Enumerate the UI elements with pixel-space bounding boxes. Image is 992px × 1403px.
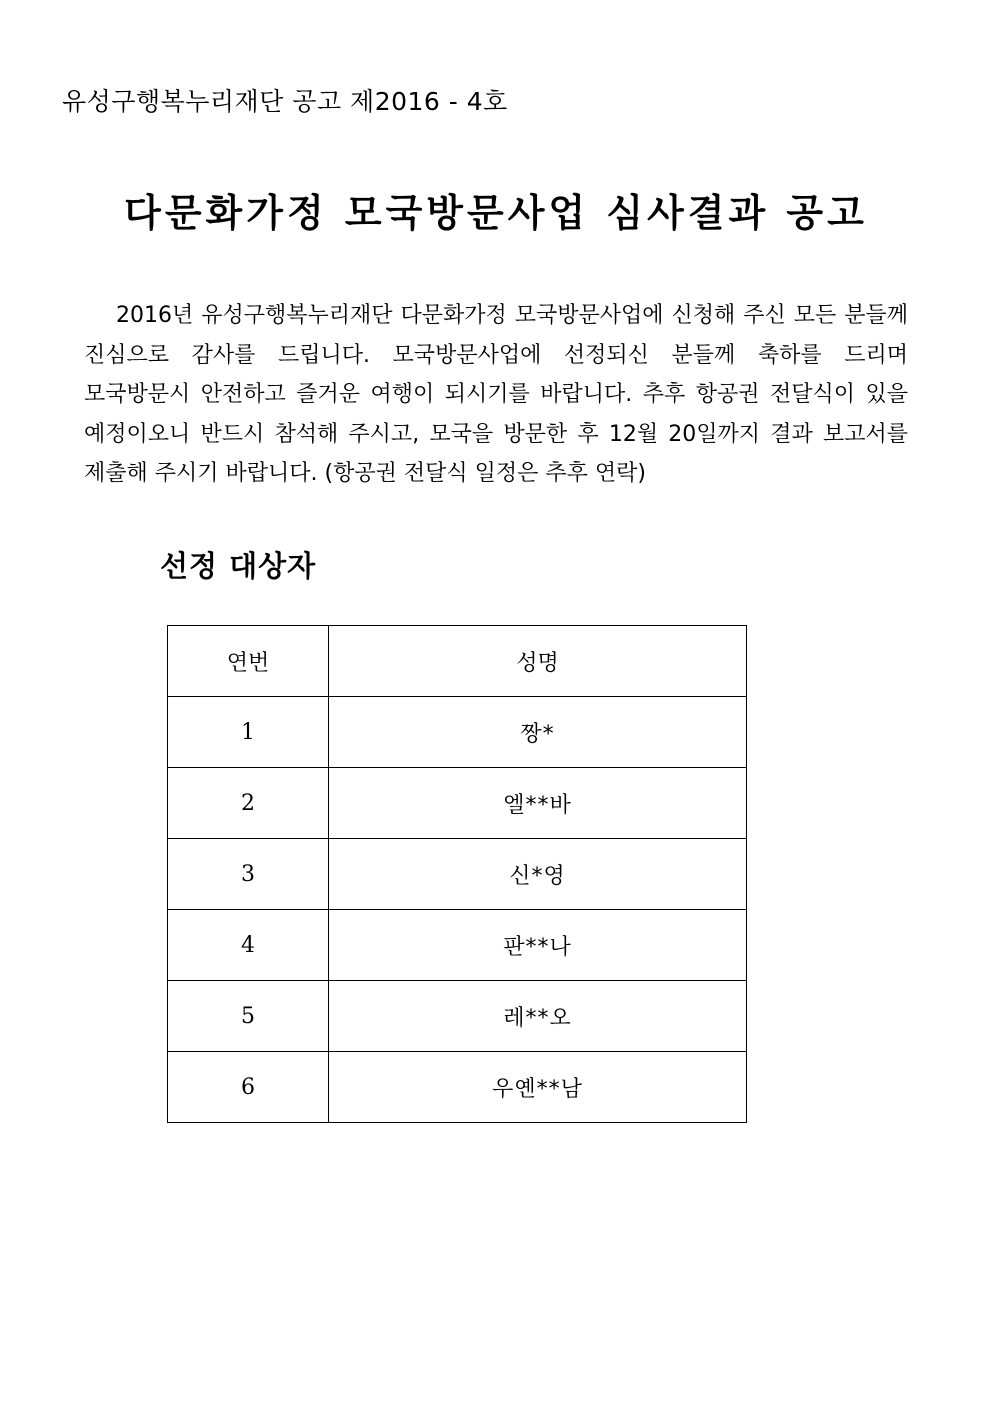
row-name-cell: 우옌**남 bbox=[329, 1052, 747, 1123]
row-number-cell: 3 bbox=[168, 839, 329, 910]
row-name-cell: 엘**바 bbox=[329, 768, 747, 839]
table-row bbox=[168, 981, 747, 1052]
column-header-number: 연번 bbox=[168, 626, 329, 697]
row-number-cell: 6 bbox=[168, 1052, 329, 1123]
notice-number: 유성구행복누리재단 공고 제2016 - 4호 bbox=[62, 87, 508, 116]
body-paragraph: 2016년 유성구행복누리재단 다문화가정 모국방문사업에 신청해 주신 모든 분들께 진심으로 감사를 드립니다. 모국방문사업에 선정되신 분들께 축하를 드리며 모국방문시 안전하고 즐거운 여행이 되시기를 바랍니다. 추후 항공권 전달식이 있을 예정이오니 반드시 참석해 주시고, 모국을 방문한 후 12월 20일까지 결과 보고서를 제출해 주시기 바랍니다. (항공권 전달식 일정은 추후 연락) bbox=[84, 303, 908, 486]
row-number-cell: 5 bbox=[168, 981, 329, 1052]
column-header-name: 성명 bbox=[329, 626, 747, 697]
table-row bbox=[168, 1052, 747, 1123]
table-row bbox=[168, 768, 747, 839]
row-number-cell: 1 bbox=[168, 697, 329, 768]
row-number-cell: 4 bbox=[168, 910, 329, 981]
table-row bbox=[168, 697, 747, 768]
table-row bbox=[168, 910, 747, 981]
row-number-cell: 2 bbox=[168, 768, 329, 839]
row-name-cell: 레**오 bbox=[329, 981, 747, 1052]
row-name-cell: 신*영 bbox=[329, 839, 747, 910]
table-header-row bbox=[168, 626, 747, 697]
table-row bbox=[168, 839, 747, 910]
recipients-table bbox=[167, 625, 747, 1123]
page-title: 다문화가정 모국방문사업 심사결과 공고 bbox=[124, 191, 868, 235]
row-name-cell: 짱* bbox=[329, 697, 747, 768]
row-name-cell: 판**나 bbox=[329, 910, 747, 981]
section-heading: 선정 대상자 bbox=[160, 549, 317, 583]
